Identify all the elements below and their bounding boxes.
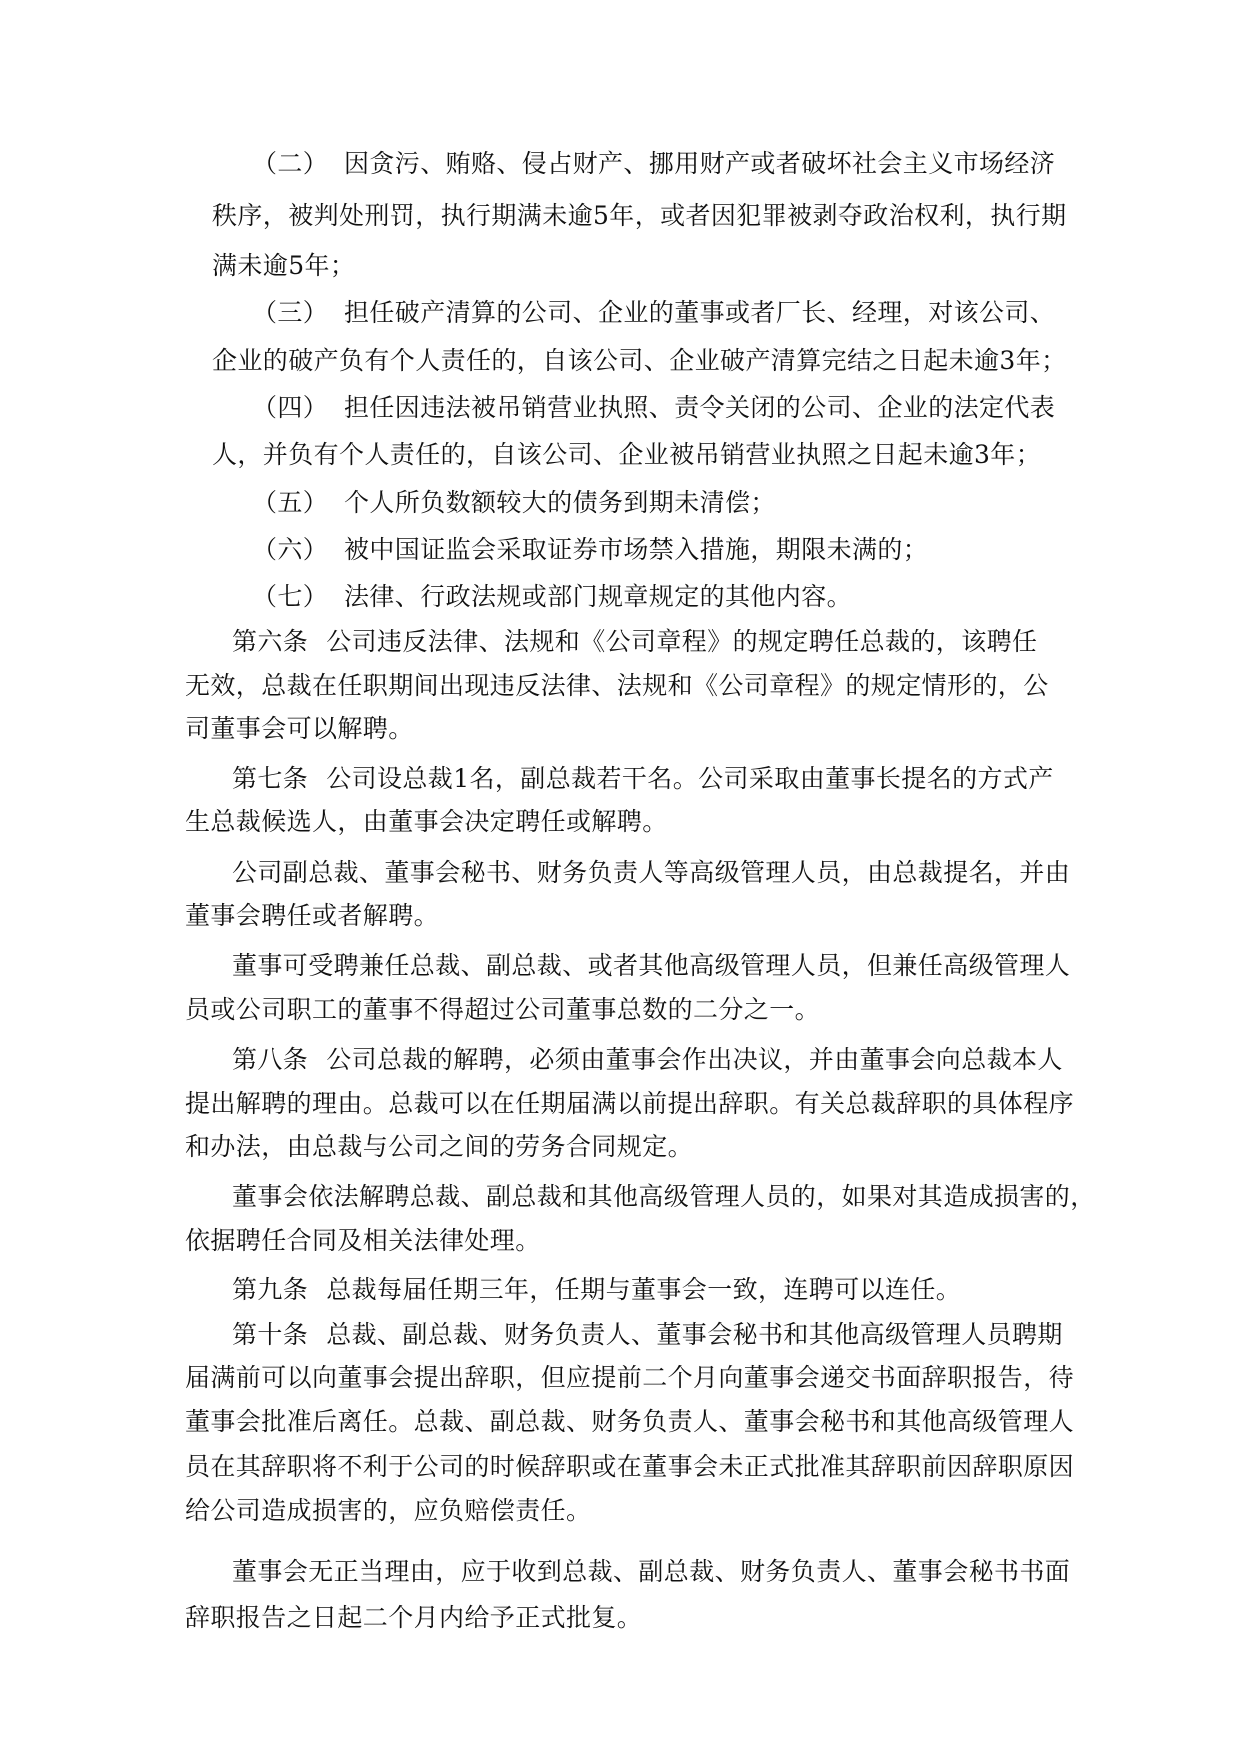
article-10-line-2: 届满前可以向董事会提出辞职，但应提前二个月向董事会递交书面辞职报告，待 — [185, 1363, 1075, 1392]
article-8-label: 第八条 — [232, 1045, 309, 1074]
item-5-line-1: （五） 个人所负数额较大的债务到期未清偿； — [252, 486, 776, 520]
article-7-line-1: 第七条 公司设总裁1名，副总裁若干名。公司采取由董事长提名的方式产 — [232, 762, 1054, 796]
article-7-line-2: 生总裁候选人，由董事会决定聘任或解聘。 — [185, 807, 668, 836]
item-3-line-1: （三） 担任破产清算的公司、企业的董事或者厂长、经理，对该公司、 — [252, 296, 1055, 330]
item-7-line-1: （七） 法律、行政法规或部门规章规定的其他内容。 — [252, 580, 852, 614]
article-6-line-3: 司董事会可以解聘。 — [185, 714, 414, 743]
item-2-line-3: 满未逾5年； — [212, 251, 356, 280]
item-7-label: （七） — [252, 582, 329, 611]
item-4-line-1: （四） 担任因违法被吊销营业执照、责令关闭的公司、企业的法定代表 — [252, 391, 1055, 425]
item-2-label: （二） — [252, 149, 329, 178]
article-7-para2-line-2: 董事会聘任或者解聘。 — [185, 901, 440, 930]
article-10-label: 第十条 — [232, 1320, 309, 1349]
article-9-line-1: 第九条 总裁每届任期三年，任期与董事会一致，连聘可以连任。 — [232, 1273, 961, 1307]
article-6-label: 第六条 — [232, 627, 309, 656]
item-6-line-1: （六） 被中国证监会采取证券市场禁入措施，期限未满的； — [252, 533, 928, 567]
article-7-para3-line-2: 员或公司职工的董事不得超过公司董事总数的二分之一。 — [185, 995, 821, 1024]
article-9-label: 第九条 — [232, 1275, 309, 1304]
item-5-label: （五） — [252, 488, 329, 517]
article-8-line-1: 第八条 公司总裁的解聘，必须由董事会作出决议，并由董事会向总裁本人 — [232, 1043, 1063, 1077]
item-2-line-1: （二） 因贪污、贿赂、侵占财产、挪用财产或者破坏社会主义市场经济 — [252, 147, 1055, 181]
article-10-para2-line-2: 辞职报告之日起二个月内给予正式批复。 — [185, 1603, 643, 1632]
item-3-label: （三） — [252, 298, 329, 327]
article-10-line-3: 董事会批准后离任。总裁、副总裁、财务负责人、董事会秘书和其他高级管理人 — [185, 1407, 1075, 1436]
article-7-label: 第七条 — [232, 764, 309, 793]
item-4-line-2: 人，并负有个人责任的，自该公司、企业被吊销营业执照之日起未逾3年； — [212, 440, 1042, 469]
article-8-para2-line-2: 依据聘任合同及相关法律处理。 — [185, 1226, 541, 1255]
article-10-line-4: 员在其辞职将不利于公司的时候辞职或在董事会未正式批准其辞职前因辞职原因 — [185, 1452, 1075, 1481]
item-6-label: （六） — [252, 535, 329, 564]
article-7-para2-line-1: 公司副总裁、董事会秘书、财务负责人等高级管理人员，由总裁提名，并由 — [232, 858, 1071, 887]
article-10-para2-line-1: 董事会无正当理由，应于收到总裁、副总裁、财务负责人、董事会秘书书面 — [232, 1557, 1071, 1586]
article-6-line-2: 无效，总裁在任职期间出现违反法律、法规和《公司章程》的规定情形的，公 — [185, 671, 1049, 700]
item-3-line-2: 企业的破产负有个人责任的，自该公司、企业破产清算完结之日起未逾3年； — [212, 346, 1067, 375]
article-8-line-2: 提出解聘的理由。总裁可以在任期届满以前提出辞职。有关总裁辞职的具体程序 — [185, 1089, 1075, 1118]
article-6-line-1: 第六条 公司违反法律、法规和《公司章程》的规定聘任总裁的，该聘任 — [232, 625, 1037, 659]
article-10-line-1: 第十条 总裁、副总裁、财务负责人、董事会秘书和其他高级管理人员聘期 — [232, 1318, 1063, 1352]
item-4-label: （四） — [252, 393, 329, 422]
item-2-line-2: 秩序，被判处刑罚，执行期满未逾5年，或者因犯罪被剥夺政治权利，执行期 — [212, 201, 1067, 230]
article-10-line-5: 给公司造成损害的，应负赔偿责任。 — [185, 1496, 592, 1525]
article-8-para2-line-1: 董事会依法解聘总裁、副总裁和其他高级管理人员的，如果对其造成损害的， — [232, 1182, 1096, 1211]
article-7-para3-line-1: 董事可受聘兼任总裁、副总裁、或者其他高级管理人员，但兼任高级管理人 — [232, 951, 1071, 980]
article-8-line-3: 和办法，由总裁与公司之间的劳务合同规定。 — [185, 1132, 694, 1161]
